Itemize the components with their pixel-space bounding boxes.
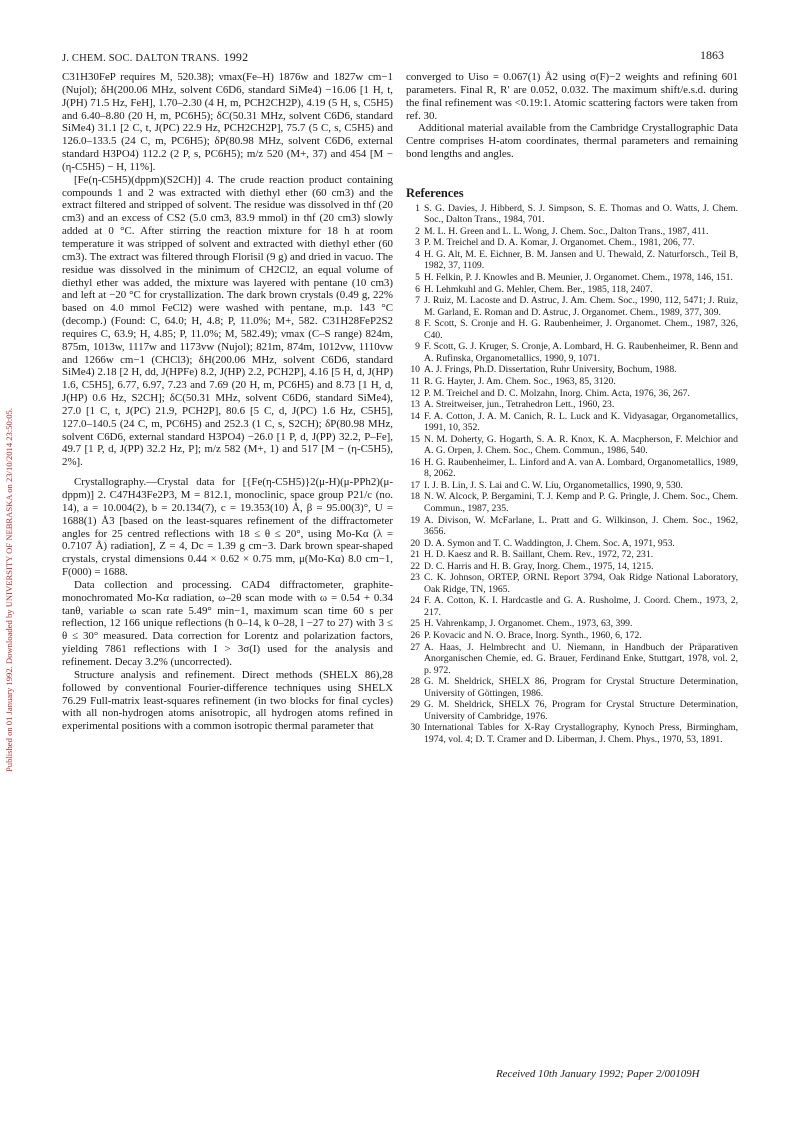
reference-text: H. Lehmkuhl and G. Mehler, Chem. Ber., 1985, 118, 2407. — [424, 283, 653, 295]
reference-number: 6 — [415, 283, 420, 295]
reference-text: I. J. B. Lin, J. S. Lai and C. W. Liu, Organometallics, 1990, 9, 530. — [424, 479, 683, 491]
reference-text: A. Streitweiser, jun., Tetrahedron Lett., 1960, 23. — [424, 399, 615, 411]
reference-item — [406, 491, 738, 514]
additional-material-paragraph: Additional material available from the Cambridge Crystallographic Data Centre comprises H-atom coordinates, thermal parameters and remaining bond lengths and angles. — [406, 122, 738, 161]
reference-item — [406, 676, 738, 699]
right-column — [406, 71, 738, 745]
reference-item — [406, 642, 738, 677]
reference-number: 30 — [410, 722, 420, 734]
reference-item — [406, 318, 738, 341]
reference-item — [406, 399, 738, 411]
reference-item — [406, 284, 738, 296]
reference-number: 7 — [415, 295, 420, 307]
reference-number: 14 — [410, 410, 420, 422]
reference-text: F. Scott, G. J. Kruger, S. Cronje, A. Lombard, H. G. Raubenheimer, R. Benn and A. Rufinska, Organometallics, 1990, 9, 1071. — [424, 341, 738, 364]
reference-item — [406, 376, 738, 388]
reference-item — [406, 237, 738, 249]
reference-text: A. Haas, J. Helmbrecht and U. Niemann, in Handbuch der Präparativen Anorganischen Chemie, ed. G. Brauer, Ferdinand Enke, Stuttgart, 1978, vol. 2, p. 972. — [424, 641, 738, 676]
reference-item — [406, 434, 738, 457]
reference-item — [406, 630, 738, 642]
reference-item — [406, 561, 738, 573]
reference-item — [406, 515, 738, 538]
reference-text: R. G. Hayter, J. Am. Chem. Soc., 1963, 85, 3120. — [424, 375, 616, 387]
reference-number: 5 — [415, 272, 420, 284]
reference-item — [406, 699, 738, 722]
reference-number: 20 — [410, 537, 420, 549]
body-paragraph: Data collection and processing. CAD4 diffractometer, graphite-monochromated Mo-Kα radiation, ω–2θ scan mode with ω = 0.54 + 0.34 tanθ, variable ω scan rate 5.49° min−1, maximum scan time 60 s per reflection, 12 166 unique reflections (h 0–14, k 0–28, l −27 to 27) with 3 ≤ θ ≤ 30° measured. Data correction for Lorentz and polarization factors, yielding 7861 reflections with I > 3σ(I) used for the analysis and refinement. Decay 3.2% (uncorrected). — [62, 578, 393, 668]
reference-number: 27 — [410, 641, 420, 653]
reference-number: 16 — [410, 456, 420, 468]
publication-stamp-text: Published on 01 January 1992. Downloaded by UNIVERSITY OF NEBRASKA on 23/10/2014 23:50:05. — [4, 408, 14, 772]
reference-item — [406, 249, 738, 272]
reference-text: F. A. Cotton, J. A. M. Canich, R. L. Luck and K. Vidyasagar, Organometallics, 1991, 10, 352. — [424, 410, 738, 434]
reference-number: 2 — [415, 225, 420, 237]
journal-year: 1992 — [223, 50, 249, 64]
reference-number: 24 — [410, 595, 420, 607]
reference-number: 18 — [410, 491, 420, 503]
reference-number: 29 — [410, 699, 420, 711]
body-paragraph: Structure analysis and refinement. Direct methods (SHELX 86),28 followed by conventional Fourier-difference techniques using SHELX 76.29 Full-matrix least-squares refinement (in two blocks for final cycles) with all non-hydrogen atoms anisotropic, all hydrogen atoms refined in experimental positions with a common isotropic thermal parameter that — [62, 668, 393, 733]
reference-number: 19 — [410, 514, 420, 526]
reference-item — [406, 595, 738, 618]
reference-text: P. M. Treichel and D. C. Molzahn, Inorg. Chim. Acta, 1976, 36, 267. — [424, 387, 690, 399]
paragraph-gap — [62, 469, 393, 476]
page-number: 1863 — [700, 48, 724, 62]
reference-number: 23 — [410, 572, 420, 584]
reference-text: P. Kovacic and N. O. Brace, Inorg. Synth., 1960, 6, 172. — [424, 629, 642, 641]
reference-number: 28 — [410, 676, 420, 688]
reference-text: H. G. Raubenheimer, L. Linford and A. van A. Lombard, Organometallics, 1989, 8, 2062. — [424, 456, 738, 480]
reference-item — [406, 388, 738, 400]
reference-text: H. Felkin, P. J. Knowles and B. Meunier, J. Organomet. Chem., 1978, 146, 151. — [424, 272, 733, 284]
reference-text: N. M. Doherty, G. Hogarth, S. A. R. Knox, K. A. Macpherson, F. Melchior and A. G. Orpen, J. Chem. Soc., Chem. Commun., 1986, 540. — [424, 433, 738, 457]
reference-text: G. M. Sheldrick, SHELX 86, Program for Crystal Structure Determination, University of Göttingen, 1986. — [424, 676, 738, 699]
reference-number: 12 — [410, 387, 420, 399]
reference-item — [406, 538, 738, 550]
reference-text: A. J. Frings, Ph.D. Dissertation, Ruhr University, Bochum, 1988. — [424, 364, 677, 376]
reference-text: D. A. Symon and T. C. Waddington, J. Chem. Soc. A, 1971, 953. — [424, 537, 675, 549]
reference-item — [406, 618, 738, 630]
reference-item — [406, 722, 738, 745]
reference-item — [406, 203, 738, 226]
reference-item — [406, 295, 738, 318]
reference-number: 13 — [410, 399, 420, 411]
reference-item — [406, 457, 738, 480]
reference-number: 3 — [415, 237, 420, 249]
reference-number: 9 — [415, 341, 420, 353]
reference-text: F. Scott, S. Cronje and H. G. Raubenheimer, J. Organomet. Chem., 1987, 326, C40. — [424, 318, 738, 341]
reference-number: 21 — [410, 549, 420, 561]
reference-text: M. L. H. Green and L. L. Wong, J. Chem. Soc., Dalton Trans., 1987, 411. — [424, 225, 709, 237]
reference-number: 8 — [415, 318, 420, 330]
reference-item — [406, 411, 738, 434]
reference-text: P. M. Treichel and D. A. Komar, J. Organomet. Chem., 1981, 206, 77. — [424, 237, 695, 249]
reference-number: 22 — [410, 560, 420, 572]
reference-number: 11 — [410, 375, 420, 387]
reference-text: H. D. Kaesz and R. B. Saillant, Chem. Rev., 1972, 72, 231. — [424, 549, 654, 561]
reference-text: N. W. Alcock, P. Bergamini, T. J. Kemp and P. G. Pringle, J. Chem. Soc., Chem. Commun., 1987, 235. — [424, 491, 738, 514]
crystallography-paragraph: converged to Uiso = 0.067(1) Å2 using σ(F)−2 weights and refining 601 parameters. Final R, R′ are 0.052, 0.032. The maximum shift/e.s.d. during the final refinement was <0.19:1. Atomic scattering factors were taken from ref. 30. — [406, 71, 738, 122]
reference-text: International Tables for X-Ray Crystallography, Kynoch Press, Birmingham, 1974, vol. 4; D. T. Cramer and D. Liberman, J. Chem. Phys., 1970, 53, 1891. — [424, 722, 738, 745]
reference-number: 1 — [415, 202, 420, 214]
reference-item — [406, 364, 738, 376]
reference-number: 10 — [410, 364, 420, 376]
body-paragraph: [Fe(η-C5H5)(dppm)(S2CH)] 4. The crude reaction product containing compounds 1 and 2 was extracted with diethyl ether (60 cm3) and the extract filtered and stripped of solvent. The residue was dissolved in thf (20 cm3) and an excess of CS2 (5.0 cm3, 83.9 mmol) in thf (20 cm3) slowly added at 0 °C. After stirring the reaction mixture for 18 h at room temperature it was stripped of solvent and extracted with diethyl ether (60 cm3). The extract was filtered through Florisil (9 g) and dried in vacuo. The residue was dissolved in the minimum of CH2Cl2, an equal volume of diethyl ether was added, the mixture was layered with pentane (10 cm3) and left at −20 °C for crystallization. The dark brown crystals (0.49 g, 22% based on 4.0 mmol FeCl2) were washed with pentane, m.p. 143 °C (decomp.) (Found: C, 64.0; H, 4.8; P, 11.0%; M+, 582. C31H28FeP2S2 requires C, 63.9; H, 4.85; P, 11.0%; M, 582.49); νmax (C–S range) 824m, 875m, 1013w, 1117w and 1173vw (Nujol); 821m, 874m, 1012vw, 1110vw and 1266w cm−1 (CHCl3); δH(200.06 MHz, solvent C6D6, standard SiMe4) 2.18 [2 H, dd, J(HPFe) 8.2, J(HP) 2.2, PCH2P], 4.16 [5 H, d, J(HP) 1.6, C5H5], 6.77, 6.97, 7.23 and 7.69 (20 H, m, PC6H5) and 8.73 [1 H, d, J(HP) 0.6 Hz, S2CH]; δC(50.31 MHz, solvent C6D6, standard SiMe4), 27.0 [1 C, t, J(PC) 21.9, PCH2P], 80.6 [5 C, d, J(PC) 1.6 Hz, C5H5], 127.0–140.5 (24 C, m, PC6H5) and 252.3 (1 C, s, S2CH); δP(80.98 MHz, solvent C6D6, external standard H3PO4) −26.0 [1 P, d, J(PP) 32.2, P–Fe], 49.7 [1 P, d, J(PP) 32.2 Hz, P]; m/z 582 (M+, 1) and 517 [M − (η-C5H5), 2%]. — [62, 173, 393, 469]
reference-text: H. Vahrenkamp, J. Organomet. Chem., 1973, 63, 399. — [424, 618, 633, 630]
left-column — [62, 71, 393, 733]
body-paragraph: C31H30FeP requires M, 520.38); νmax(Fe–H) 1876w and 1827w cm−1 (Nujol); δH(200.06 MHz, solvent C6D6, standard SiMe4) −16.06 [1 H, t, J(PH) 71.5 Hz, FeH], 1.70–2.30 (4 H, m, PCH2CH2P), 4.19 (5 H, s, C5H5) and 6.40–8.80 (20 H, m, PC6H5); δC(50.31 MHz, solvent C6D6, standard SiMe4) 31.1 [2 C, t, J(PC) 22.9 Hz, PCH2CH2P], 75.7 (5 C, s, C5H5) and 126.0–133.5 (24 C, m, PC6H5); δP(80.98 MHz, solvent C6D6, external standard H3PO4) 112.2 (2 P, s, PC6H5); m/z 520 (M+, 37) and 454 [M − (η-C5H5) − H, 11%]. — [62, 71, 393, 173]
reference-text: A. Divison, W. McFarlane, L. Pratt and G. Wilkinson, J. Chem. Soc., 1962, 3656. — [424, 514, 738, 538]
reference-text: J. Ruiz, M. Lacoste and D. Astruc, J. Am. Chem. Soc., 1990, 112, 5471; J. Ruiz, M. Garland, E. Roman and D. Astruc, J. Organomet. Chem., 1989, 377, 309. — [424, 295, 738, 318]
reference-item — [406, 272, 738, 284]
publication-sidebar-stamp — [2, 230, 16, 950]
journal-name: J. CHEM. SOC. DALTON TRANS. — [62, 53, 220, 64]
references-heading: References — [406, 185, 464, 200]
reference-number: 25 — [410, 618, 420, 630]
running-header — [62, 50, 248, 65]
reference-item — [406, 480, 738, 492]
reference-text: G. M. Sheldrick, SHELX 76, Program for Crystal Structure Determination, University of Cambridge, 1976. — [424, 699, 738, 722]
reference-item — [406, 572, 738, 595]
reference-number: 4 — [415, 248, 420, 260]
reference-text: S. G. Davies, J. Hibberd, S. J. Simpson, S. E. Thomas and O. Watts, J. Chem. Soc., Dalton Trans., 1984, 701. — [424, 202, 738, 226]
reference-item — [406, 549, 738, 561]
reference-text: F. A. Cotton, K. I. Hardcastle and G. A. Rusholme, J. Coord. Chem., 1973, 2, 217. — [424, 595, 738, 618]
reference-text: H. G. Alt, M. E. Eichner, B. M. Jansen and U. Thewald, Z. Naturforsch., Teil B, 1982, 37, 1109. — [424, 248, 738, 272]
reference-number: 26 — [410, 629, 420, 641]
reference-number: 17 — [410, 479, 420, 491]
body-paragraph: Crystallography.—Crystal data for [{Fe(η-C5H5)}2(μ-H)(μ-PPh2)(μ-dppm)] 2. C47H43Fe2P3, M = 812.1, monoclinic, space group P21/c (no. 14), a = 10.004(2), b = 20.134(7), c = 19.353(10) Å, β = 95.00(3)°, U = 1688(1) Å3 [based on the least-squares refinement of the diffractometer angles for 25 centred reflections with 18 ≤ θ ≤ 20°, using Mo-Kα (λ = 0.7107 Å) radiation], Z = 4, Dc = 1.39 g cm−3. Dark brown spear-shaped crystals, crystal dimensions 0.44 × 0.62 × 0.75 mm, μ(Mo-Kα) 8.0 cm−1, F(000) = 1688. — [62, 476, 393, 579]
reference-item — [406, 226, 738, 238]
reference-text: C. K. Johnson, ORTEP, ORNL Report 3794, Oak Ridge National Laboratory, Oak Ridge, TN, 1965. — [424, 572, 738, 595]
reference-text: D. C. Harris and H. B. Gray, Inorg. Chem., 1975, 14, 1215. — [424, 560, 654, 572]
reference-item — [406, 341, 738, 364]
reference-list — [406, 203, 738, 746]
received-line: Received 10th January 1992; Paper 2/00109H — [496, 1068, 700, 1080]
reference-number: 15 — [410, 433, 420, 445]
